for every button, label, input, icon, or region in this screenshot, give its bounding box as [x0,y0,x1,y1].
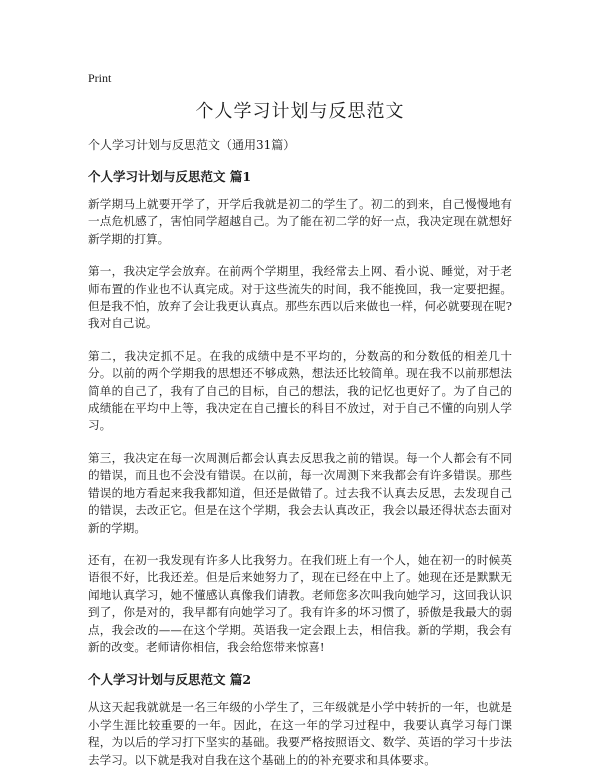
paragraph: 还有，在初一我发现有许多人比我努力。在我们班上有一个人，她在初一的时候英语很不好，比我还差。但是后来她努力了，现在已经在中上了。她现在还是默默无闻地认真学习，她不懂感认真像我们请教。老师您多次叫我向她学习，这回我认识到了，你是对的，我早都有向她学习了。我有许多的坏习惯了，骄傲是我最大的弱点，我会改的——在这个学期。英语我一定会跟上去，相信我。新的学期，我会有新的改变。老师请你相信，我会给您带来惊喜! [88,552,512,654]
section-1 [88,168,512,656]
section-2 [88,671,512,769]
paragraph: 第二，我决定抓不足。在我的成绩中是不平均的，分数高的和分数低的相差几十分。以前的两个学期我的思想还不够成熟，想法还比较简单。现在我不以前那想法简单的自己了，我有了自己的目标，自己的想法，我的记忆也更好了。为了自己的成绩能在平均中上等，我决定在自己擅长的科目不放过，对于自己不懂的向别人学习。 [88,348,512,433]
paragraph: 新学期马上就要开学了，开学后我就是初二的学生了。初二的到来，自己慢慢地有一点危机感了，害怕同学超越自己。为了能在初二学的好一点，我决定现在就想好新学期的打算。 [88,197,512,246]
print-label: Print [88,71,112,85]
paragraph: 从这天起我就就是一名三年级的小学生了，三年级就是小学中转折的一年，也就是小学生涯比较重要的一年。因此，在这一年的学习过程中，我要认真学习每门课程，为以后的学习打下坚实的基础。我要严格按照语文、数学、英语的学习十步法去学习。以下就是我对自我在这个基础上的的补充要求和具体要求。 [88,700,512,767]
page-title: 个人学习计划与反思范文 [195,101,405,122]
paragraph: 第三，我决定在每一次周测后都会认真去反思我之前的错误。每一个人都会有不同的错误，而且也不会没有错误。在以前，每一次周测下来我都会有许多错误。那些错误的地方看起来我我都知道，但还是做错了。过去我不认真去反思，去发现自己的错误，去改正它。但是在这个学期，我会去认真改正，我会以最还得状态去面对新的学期。 [88,450,512,535]
paragraph: 第一，我决定学会放弃。在前两个学期里，我经常去上网、看小说、睡觉，对于老师布置的作业也不认真完成。对于这些流失的时间，我不能挽回，我一定要把握。但是我不怕，放弃了会让我更认真点。那些东西以后来做也一样，何必就要现在呢?我对自己说。 [88,264,512,331]
section-heading: 个人学习计划与反思范文 篇1 [88,169,252,184]
section-heading: 个人学习计划与反思范文 篇2 [88,672,252,688]
document-subtitle: 个人学习计划与反思范文（通用31篇） [88,138,296,152]
